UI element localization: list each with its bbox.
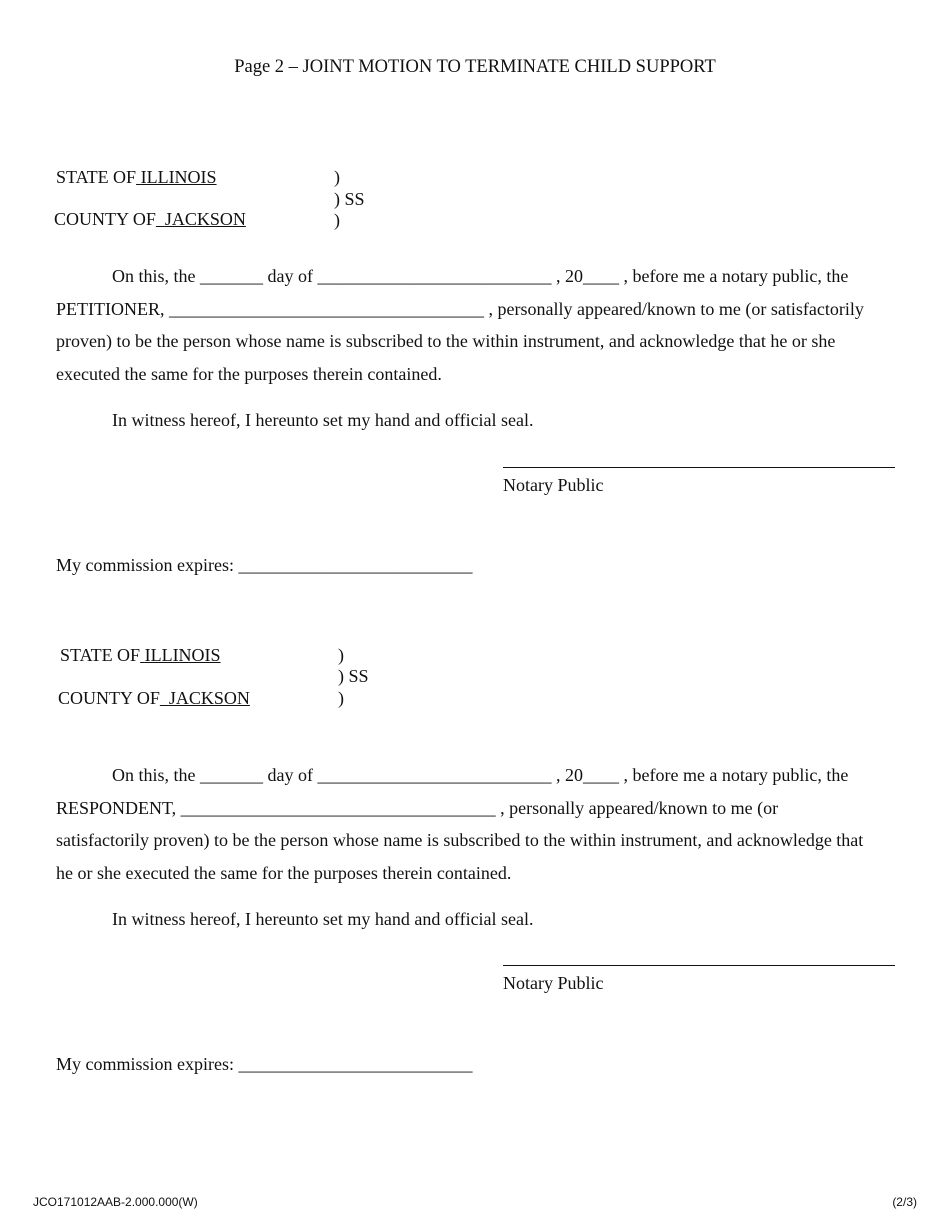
witness-statement: In witness hereof, I hereunto set my hand and official seal. — [112, 909, 534, 929]
page-number: (2/3) — [892, 1195, 917, 1209]
paragraph-line: executed the same for the purposes therein contained. — [56, 363, 442, 384]
state-label: STATE OF — [60, 645, 141, 665]
state-line — [56, 167, 309, 188]
witness-statement: In witness hereof, I hereunto set my hand and official seal. — [112, 410, 534, 430]
venue-ss: ) SS — [338, 666, 369, 686]
county-label: COUNTY OF — [54, 209, 156, 229]
document-id: JCO171012AAB-2.000.000(W) — [33, 1195, 198, 1209]
commission-expires: My commission expires: __________________________ — [56, 1054, 473, 1074]
county-field[interactable]: JACKSON — [164, 209, 246, 229]
commission-expires: My commission expires: __________________________ — [56, 555, 473, 575]
county-field[interactable]: JACKSON — [168, 688, 250, 708]
county-label: COUNTY OF — [58, 688, 160, 708]
acknowledgment-paragraph — [56, 260, 896, 390]
paragraph-line: satisfactorily proven) to be the person whose name is subscribed to the within instrument, and acknowledge that — [56, 830, 864, 850]
state-field[interactable]: ILLINOIS — [140, 167, 217, 187]
paragraph-line: he or she executed the same for the purposes therein contained. — [56, 862, 512, 883]
county-line — [58, 688, 314, 709]
paragraph-line: PETITIONER, ___________________________________ , personally appeared/known to me (or satisfactorily — [56, 298, 864, 319]
paragraph-line: RESPONDENT, ___________________________________ , personally appeared/known to me (or — [56, 797, 779, 818]
notary-public-label: Notary Public — [503, 973, 604, 993]
state-field[interactable]: ILLINOIS — [144, 645, 221, 665]
state-label: STATE OF — [56, 167, 137, 187]
venue-paren: ) — [334, 167, 340, 187]
paragraph-line: On this, the _______ day of __________________________ , 20____ , before me a notary public, the — [112, 266, 849, 286]
venue-paren: ) — [338, 645, 344, 665]
venue-ss: ) SS — [334, 189, 365, 209]
acknowledgment-paragraph — [56, 759, 896, 889]
paragraph-line: proven) to be the person whose name is subscribed to the within instrument, and acknowledge that he or she — [56, 331, 836, 351]
notary-signature-line[interactable] — [503, 467, 895, 468]
notary-signature-line[interactable] — [503, 965, 895, 966]
notary-public-label: Notary Public — [503, 475, 604, 495]
venue-paren: ) — [338, 688, 344, 708]
county-line — [54, 209, 310, 230]
paragraph-line: On this, the _______ day of __________________________ , 20____ , before me a notary public, the — [112, 765, 849, 785]
state-line — [60, 645, 313, 666]
page-title: Page 2 – JOINT MOTION TO TERMINATE CHILD SUPPORT — [234, 57, 716, 77]
venue-paren: ) — [334, 210, 340, 230]
